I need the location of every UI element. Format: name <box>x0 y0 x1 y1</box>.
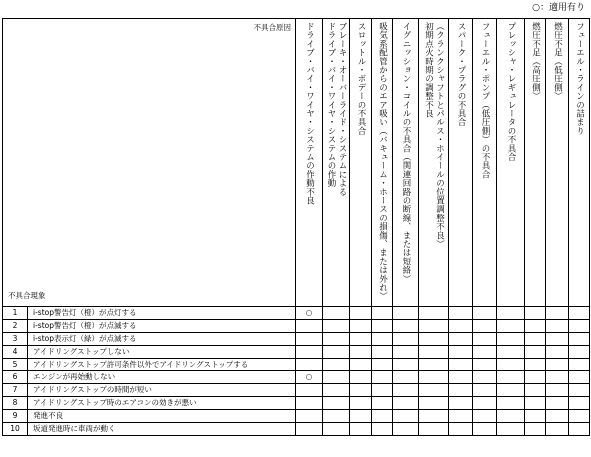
applicability-cell <box>546 371 569 384</box>
applicability-cell <box>419 410 449 423</box>
cause-header-5 <box>393 19 419 307</box>
applicability-cell <box>350 397 372 410</box>
applicability-cell <box>296 410 323 423</box>
row-number: 1 <box>3 307 28 320</box>
applicability-cell <box>525 358 546 371</box>
applicability-cell <box>497 410 525 423</box>
applicability-cell <box>473 371 497 384</box>
applicability-cell <box>546 307 569 320</box>
cause-label: 燃圧不足（高圧側） <box>530 22 541 101</box>
applicability-cell <box>350 307 372 320</box>
cause-label: プレッシャ・レギュレータの不具合 <box>506 22 516 162</box>
applicability-cell <box>449 319 473 332</box>
table-row <box>3 397 590 410</box>
applicability-cell <box>525 410 546 423</box>
cause-header-9 <box>497 19 525 307</box>
applicability-cell <box>473 319 497 332</box>
applicability-cell <box>419 332 449 345</box>
table-row <box>3 332 590 345</box>
applicability-cell <box>449 410 473 423</box>
cause-header-4 <box>372 19 393 307</box>
applicability-cell <box>525 307 546 320</box>
applicability-cell <box>419 423 449 436</box>
applicability-cell <box>393 397 419 410</box>
applicability-cell <box>449 371 473 384</box>
cause-label: イグニッション・コイルの不具合（関連回路の断線、または短絡） <box>401 22 411 283</box>
applicability-cell <box>350 371 372 384</box>
applicability-cell <box>323 307 350 320</box>
applicability-cell <box>323 410 350 423</box>
applicability-cell <box>569 384 590 397</box>
applicability-cell <box>473 384 497 397</box>
applicability-cell <box>393 423 419 436</box>
applicability-cell <box>546 319 569 332</box>
applicability-cell <box>497 345 525 358</box>
applicability-cell <box>473 345 497 358</box>
applicability-cell <box>473 358 497 371</box>
applicability-cell <box>393 345 419 358</box>
applicability-cell <box>393 307 419 320</box>
applicability-cell: ○ <box>296 371 323 384</box>
applicability-cell <box>350 358 372 371</box>
applicability-cell <box>419 397 449 410</box>
applicability-cell <box>393 371 419 384</box>
applicability-cell <box>296 345 323 358</box>
cause-label: （クランクシャフトとパルス・ホイールの位置調整不良） 初期点火時期の調整不良 <box>423 22 445 249</box>
applicability-cell <box>323 397 350 410</box>
cause-label: フューエル・ラインの詰まり <box>574 22 585 136</box>
applicability-cell <box>525 371 546 384</box>
symptom-cell: i-stop警告灯（橙）が点灯する <box>28 307 296 320</box>
applicability-cell: ○ <box>296 307 323 320</box>
applicability-cell <box>546 332 569 345</box>
applicability-cell <box>449 345 473 358</box>
table-row <box>3 307 590 320</box>
symptom-axis-title: 不具合現象 <box>8 291 46 300</box>
cause-label: スパーク・プラグの不具合 <box>456 22 466 127</box>
applicability-cell <box>473 397 497 410</box>
table-row <box>3 384 590 397</box>
applicability-cell <box>497 423 525 436</box>
applicability-cell <box>393 410 419 423</box>
header-corner <box>3 19 296 307</box>
applicability-cell <box>393 384 419 397</box>
applicability-cell <box>569 307 590 320</box>
row-number: 9 <box>3 410 28 423</box>
row-number: 4 <box>3 345 28 358</box>
symptom-cell: i-stop警告灯（橙）が点滅する <box>28 319 296 332</box>
applicability-cell <box>350 345 372 358</box>
applicability-cell <box>323 384 350 397</box>
applicability-cell <box>449 358 473 371</box>
table-row <box>3 423 590 436</box>
header-row <box>3 19 590 307</box>
applicability-cell <box>393 319 419 332</box>
symptom-cell: i-stop表示灯（緑）が点滅する <box>28 332 296 345</box>
symptom-cell: アイドリングストップしない <box>28 345 296 358</box>
applicability-cell <box>473 332 497 345</box>
applicability-cell <box>372 345 393 358</box>
row-number: 7 <box>3 384 28 397</box>
applicability-cell <box>546 397 569 410</box>
applicability-cell <box>546 384 569 397</box>
applicability-cell <box>449 307 473 320</box>
applicability-cell <box>497 397 525 410</box>
applicability-cell <box>546 423 569 436</box>
applicability-cell <box>569 345 590 358</box>
applicability-cell <box>449 423 473 436</box>
applicability-cell <box>393 358 419 371</box>
applicability-cell <box>323 319 350 332</box>
cause-label: 燃圧不足（低圧側） <box>552 22 563 101</box>
symptom-cell: 坂道発進時に車両が動く <box>28 423 296 436</box>
applicability-cell <box>323 423 350 436</box>
row-number: 8 <box>3 397 28 410</box>
cause-label: フューエル・ポンプ（低圧側）の不具合 <box>480 22 490 179</box>
applicability-cell <box>350 410 372 423</box>
applicability-cell <box>350 332 372 345</box>
row-number: 3 <box>3 332 28 345</box>
applicability-cell <box>525 332 546 345</box>
applicability-cell <box>473 307 497 320</box>
cause-header-7 <box>449 19 473 307</box>
applicability-cell <box>323 345 350 358</box>
applicability-cell <box>569 319 590 332</box>
applicability-cell <box>569 358 590 371</box>
applicability-cell <box>449 397 473 410</box>
applicability-cell <box>296 319 323 332</box>
applicability-cell <box>497 319 525 332</box>
applicability-cell <box>569 423 590 436</box>
applicability-cell <box>296 358 323 371</box>
applicability-cell <box>497 371 525 384</box>
cause-header-10 <box>525 19 546 307</box>
cause-header-8 <box>473 19 497 307</box>
applicability-cell <box>546 358 569 371</box>
cause-header-1 <box>296 19 323 307</box>
applicability-cell <box>569 332 590 345</box>
applicability-cell <box>497 332 525 345</box>
applicability-cell <box>419 319 449 332</box>
applicability-cell <box>372 307 393 320</box>
applicability-cell <box>372 371 393 384</box>
row-number: 2 <box>3 319 28 332</box>
applicability-cell <box>419 358 449 371</box>
applicability-cell <box>323 358 350 371</box>
applicability-cell <box>372 397 393 410</box>
applicability-cell <box>372 423 393 436</box>
row-number: 5 <box>3 358 28 371</box>
applicability-cell <box>525 345 546 358</box>
cause-header-12 <box>569 19 590 307</box>
applicability-cell <box>372 319 393 332</box>
table-row <box>3 345 590 358</box>
applicability-cell <box>372 384 393 397</box>
applicability-cell <box>323 371 350 384</box>
cause-header-11 <box>546 19 569 307</box>
cause-label: 吸気系配管からのエア吸い（バキューム・ホースの損傷、または外れ） <box>377 22 388 301</box>
row-number: 10 <box>3 423 28 436</box>
cause-axis-title: 不具合原因 <box>253 23 291 32</box>
applicability-cell <box>473 423 497 436</box>
applicability-cell <box>372 332 393 345</box>
legend: ○：適用有り <box>532 3 585 13</box>
applicability-cell <box>569 410 590 423</box>
applicability-cell <box>419 345 449 358</box>
applicability-cell <box>497 307 525 320</box>
applicability-cell <box>497 384 525 397</box>
symptom-cell: アイドリングストップの時間が短い <box>28 384 296 397</box>
applicability-cell <box>372 358 393 371</box>
applicability-cell <box>525 319 546 332</box>
troubleshooting-matrix <box>2 18 590 436</box>
applicability-cell <box>525 423 546 436</box>
applicability-cell <box>419 384 449 397</box>
applicability-cell <box>296 423 323 436</box>
applicability-cell <box>419 371 449 384</box>
cause-header-2 <box>323 19 350 307</box>
cause-label: ドライブ・バイ・ワイヤ・システムの作動不良 <box>304 22 315 205</box>
applicability-cell <box>350 319 372 332</box>
cause-header-3 <box>350 19 372 307</box>
applicability-cell <box>350 384 372 397</box>
cause-label: ブレーキ・オーバーライド・システムによる ドライブ・バイ・ワイヤ・システムの作動 <box>326 22 347 196</box>
applicability-cell <box>296 397 323 410</box>
applicability-cell <box>296 384 323 397</box>
symptom-cell: エンジンが再始動しない <box>28 371 296 384</box>
applicability-cell <box>419 307 449 320</box>
applicability-cell <box>497 358 525 371</box>
applicability-cell <box>546 345 569 358</box>
applicability-cell <box>569 397 590 410</box>
table-row <box>3 358 590 371</box>
symptom-cell: アイドリングストップ許可条件以外でアイドリングストップする <box>28 358 296 371</box>
applicability-cell <box>449 332 473 345</box>
applicability-cell <box>393 332 419 345</box>
applicability-cell <box>350 423 372 436</box>
table-row <box>3 371 590 384</box>
applicability-cell <box>449 384 473 397</box>
cause-header-6 <box>419 19 449 307</box>
table-row <box>3 410 590 423</box>
row-number: 6 <box>3 371 28 384</box>
symptom-cell: 発進不良 <box>28 410 296 423</box>
applicability-cell <box>525 384 546 397</box>
applicability-cell <box>569 371 590 384</box>
applicability-cell <box>323 332 350 345</box>
symptom-cell: アイドリングストップ時のエアコンの効きが悪い <box>28 397 296 410</box>
applicability-cell <box>473 410 497 423</box>
applicability-cell <box>546 410 569 423</box>
applicability-cell <box>372 410 393 423</box>
applicability-cell <box>296 332 323 345</box>
cause-label: スロットル・ボデーの不具合 <box>356 22 366 136</box>
applicability-cell <box>525 397 546 410</box>
table-row <box>3 319 590 332</box>
